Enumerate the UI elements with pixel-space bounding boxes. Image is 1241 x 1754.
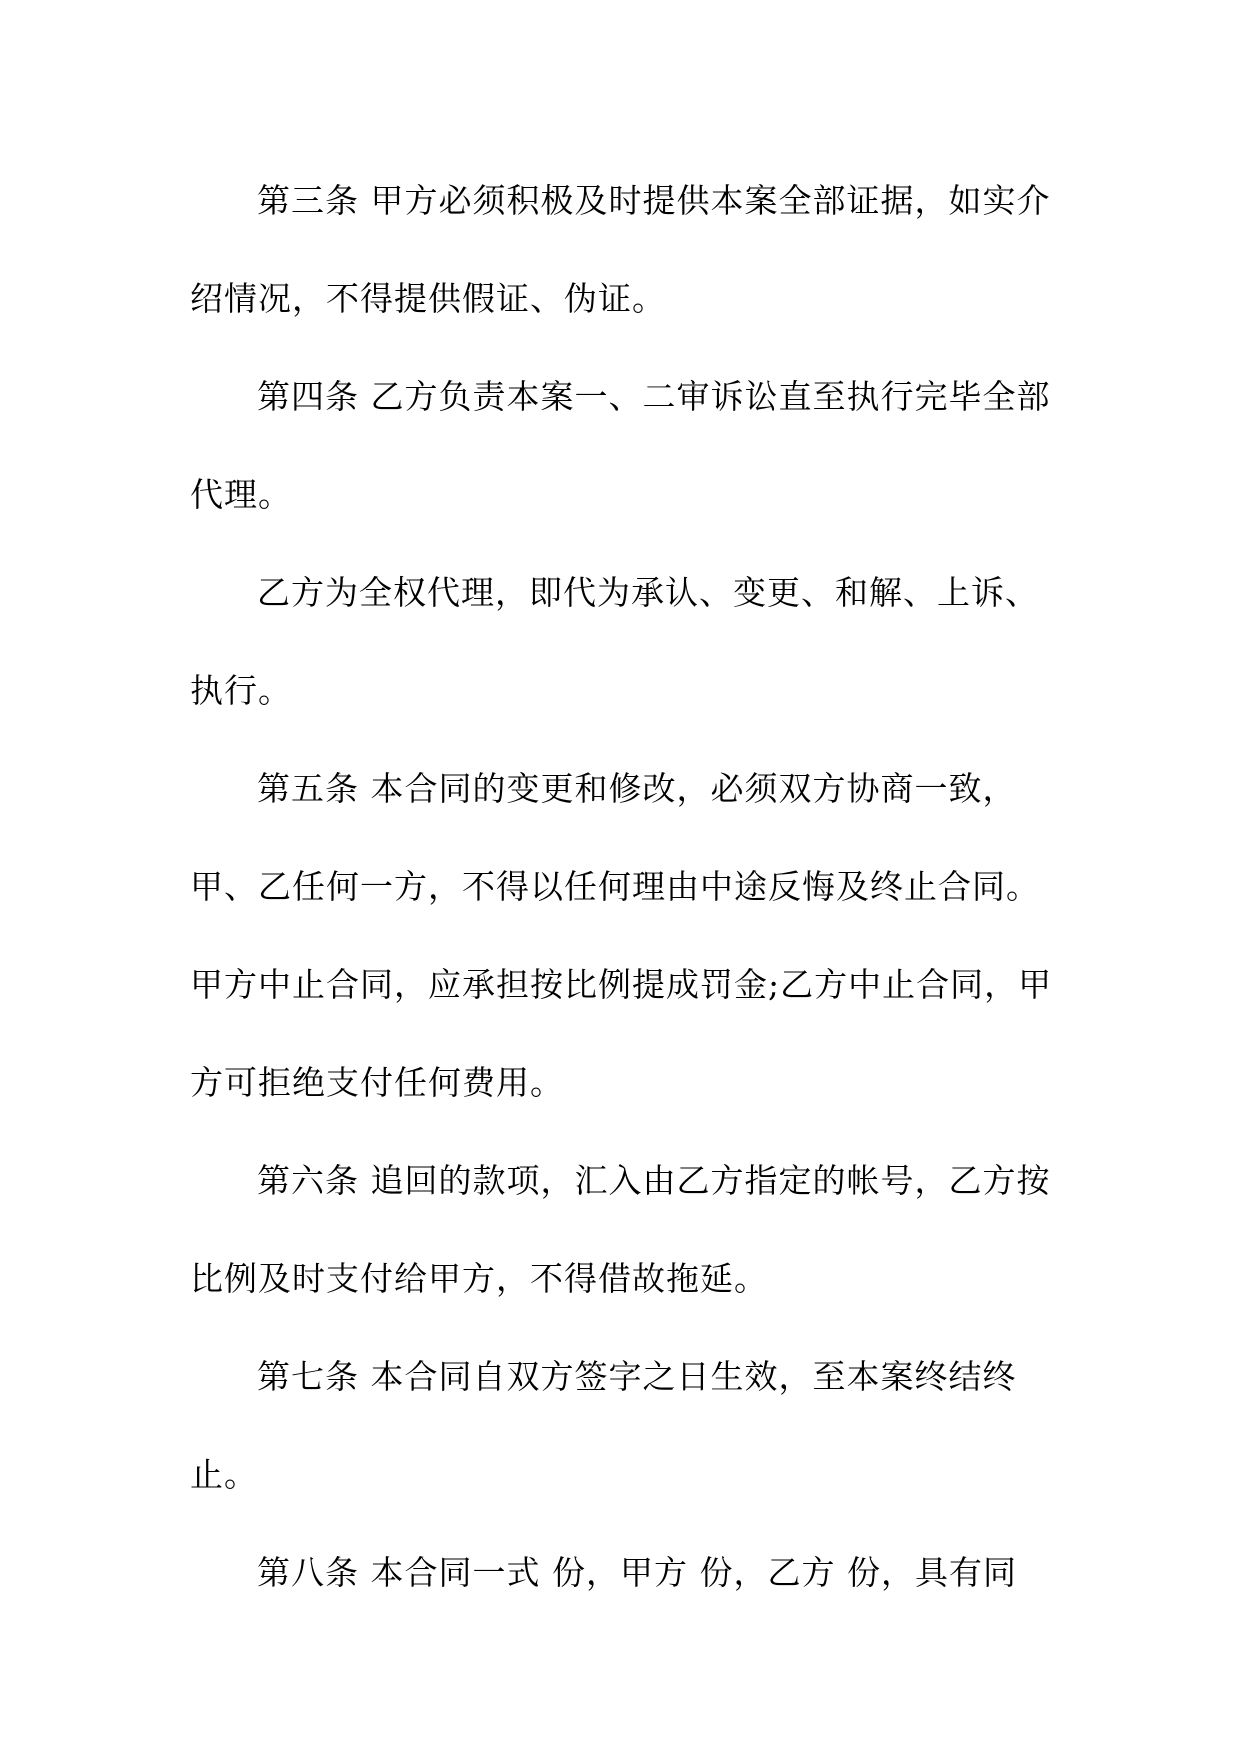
clause-7-line-1: 第七条 本合同自双方签字之日生效，至本案终结终 [257,1357,1017,1396]
clause-5-line-2: 甲、乙任何一方，不得以任何理由中途反悔及终止合同。 [190,867,1040,906]
clause-3-line-2: 绍情况，不得提供假证、伪证。 [190,279,666,318]
clause-5-line-1: 第五条 本合同的变更和修改，必须双方协商一致， [257,769,1017,808]
clause-3-line-1: 第三条 甲方必须积极及时提供本案全部证据，如实介 [257,181,1051,220]
clause-7-line-2: 止。 [190,1455,258,1494]
clause-8-line-1: 第八条 本合同一式 份，甲方 份，乙方 份，具有同 [257,1553,1017,1592]
clause-6-line-2: 比例及时支付给甲方，不得借故拖延。 [190,1259,768,1298]
clause-4-line-2: 代理。 [190,475,292,514]
clause-5-line-4: 方可拒绝支付任何费用。 [190,1063,564,1102]
clause-5-line-3: 甲方中止合同，应承担按比例提成罚金;乙方中止合同，甲 [190,965,1053,1004]
clause-4-line-1: 第四条 乙方负责本案一、二审诉讼直至执行完毕全部 [257,377,1051,416]
agency-scope-line-2: 执行。 [190,671,292,710]
agency-scope-line-1: 乙方为全权代理，即代为承认、变更、和解、上诉、 [257,573,1039,612]
clause-6-line-1: 第六条 追回的款项，汇入由乙方指定的帐号，乙方按 [257,1161,1051,1200]
